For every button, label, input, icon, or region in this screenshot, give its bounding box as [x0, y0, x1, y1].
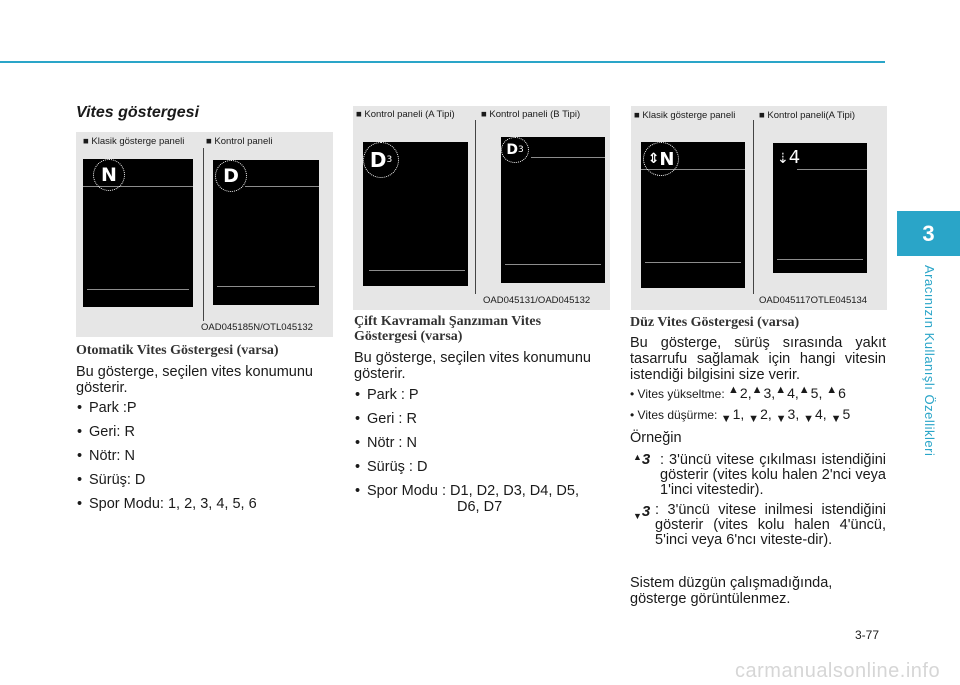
section-title: Otomatik Vites Göstergesi (varsa) — [76, 343, 279, 358]
intro-text: Bu gösterge, sürüş sırasında yakıt tasarrufu sağlamak için hangi vitesin istendiği bilgisini size verir. — [630, 335, 886, 383]
intro-text: Bu gösterge, seçilen vites konumunu gösterir. — [354, 350, 591, 382]
list-item: • Park : P — [354, 387, 610, 403]
list-item-sport: • Spor Modu : D1, D2, D3, D4, D5, D6, D7 — [354, 483, 610, 515]
chapter-title: Aracınızın Kullanışlı Özellikleri — [922, 265, 937, 457]
figure-automatic-gear — [76, 132, 333, 337]
section-heading: Vites göstergesi — [76, 104, 200, 121]
figure-dct-gear — [353, 106, 610, 310]
intro-text: Bu gösterge, seçilen vites konumunu gösterir. — [76, 364, 313, 396]
header-rule — [0, 61, 885, 63]
type-a-display — [773, 143, 867, 273]
type-b-display — [501, 137, 605, 283]
watermark: carmanualsonline.info — [735, 660, 941, 682]
gear-d3-small-indicator: D 3 — [501, 137, 529, 163]
downshift-3-symbol: $_▼$3 — [633, 503, 651, 521]
upshift-3-symbol: ▲3 — [633, 451, 651, 468]
gear-n-indicator: N — [93, 159, 125, 191]
gear-position-list — [354, 387, 610, 523]
figure-label-type-a: ■ Kontrol paneli (A Tipi) — [356, 109, 455, 120]
upshift-line: • Vites yükseltme: ▲2,▲3,▲4,▲5, ▲6 — [630, 384, 846, 401]
figure-label-type-b: ■ Kontrol paneli (B Tipi) — [481, 109, 581, 120]
classic-cluster-display — [641, 142, 745, 288]
figure-label-panel: ■ Kontrol paneli — [206, 136, 273, 147]
page-number: 3-77 — [855, 628, 880, 642]
list-item: • Spor Modu: 1, 2, 3, 4, 5, 6 — [76, 496, 338, 512]
section-title: Çift Kavramalı Şanzıman Vites Göstergesi (varsa) — [354, 314, 542, 344]
list-item: • Nötr : N — [354, 435, 610, 451]
example-upshift-text: : 3'üncü vitese çıkılması istendiğini gösterir (vites kolu halen 2'nci veya 1'inci vitestedir). — [660, 452, 886, 498]
figure-label-classic: ■ Klasik gösterge paneli — [634, 110, 736, 121]
figure-manual-gear — [631, 106, 887, 310]
classic-cluster-display — [83, 159, 193, 307]
example-downshift-text: : 3'üncü vitese inilmesi istendiğini gösterir (vites kolu halen 4'üncü, 5'inci veya 6'ncı viteste-dir). — [655, 502, 886, 548]
list-item: • Park :P — [76, 400, 338, 416]
gear-d3-indicator: D 3 — [363, 142, 399, 178]
chapter-number-tab: 3 — [897, 211, 960, 256]
list-item: • Geri : R — [354, 411, 610, 427]
figure-code: OAD045131/OAD045132 — [483, 295, 591, 306]
list-item: • Sürüş : D — [354, 459, 610, 475]
gear-position-list — [76, 400, 338, 520]
gear-d-indicator: D — [215, 160, 247, 192]
downshift-4-indicator: ⇣4 — [777, 147, 801, 168]
figure-code: OAD045117OTLE045134 — [759, 295, 868, 306]
gear-shift-indicator: ⇕ N — [643, 142, 679, 176]
figure-label-classic: ■ Klasik gösterge paneli — [83, 136, 185, 147]
downshift-line: • Vites düşürme: ▼1, ▼2, ▼3, ▼4, ▼5 — [630, 406, 851, 425]
example-heading: Örneğin — [630, 430, 682, 446]
figure-label-type-a: ■ Kontrol paneli(A Tipi) — [759, 110, 856, 121]
note-text: Sistem düzgün çalışmadığında, gösterge görüntülenmez. — [630, 575, 833, 607]
control-panel-display — [213, 160, 319, 305]
list-item: • Geri: R — [76, 424, 338, 440]
section-title: Düz Vites Göstergesi (varsa) — [630, 315, 800, 330]
type-a-display — [363, 142, 468, 286]
figure-code: OAD045185N/OTL045132 — [201, 322, 313, 333]
list-item: • Sürüş: D — [76, 472, 338, 488]
list-item: • Nötr: N — [76, 448, 338, 464]
